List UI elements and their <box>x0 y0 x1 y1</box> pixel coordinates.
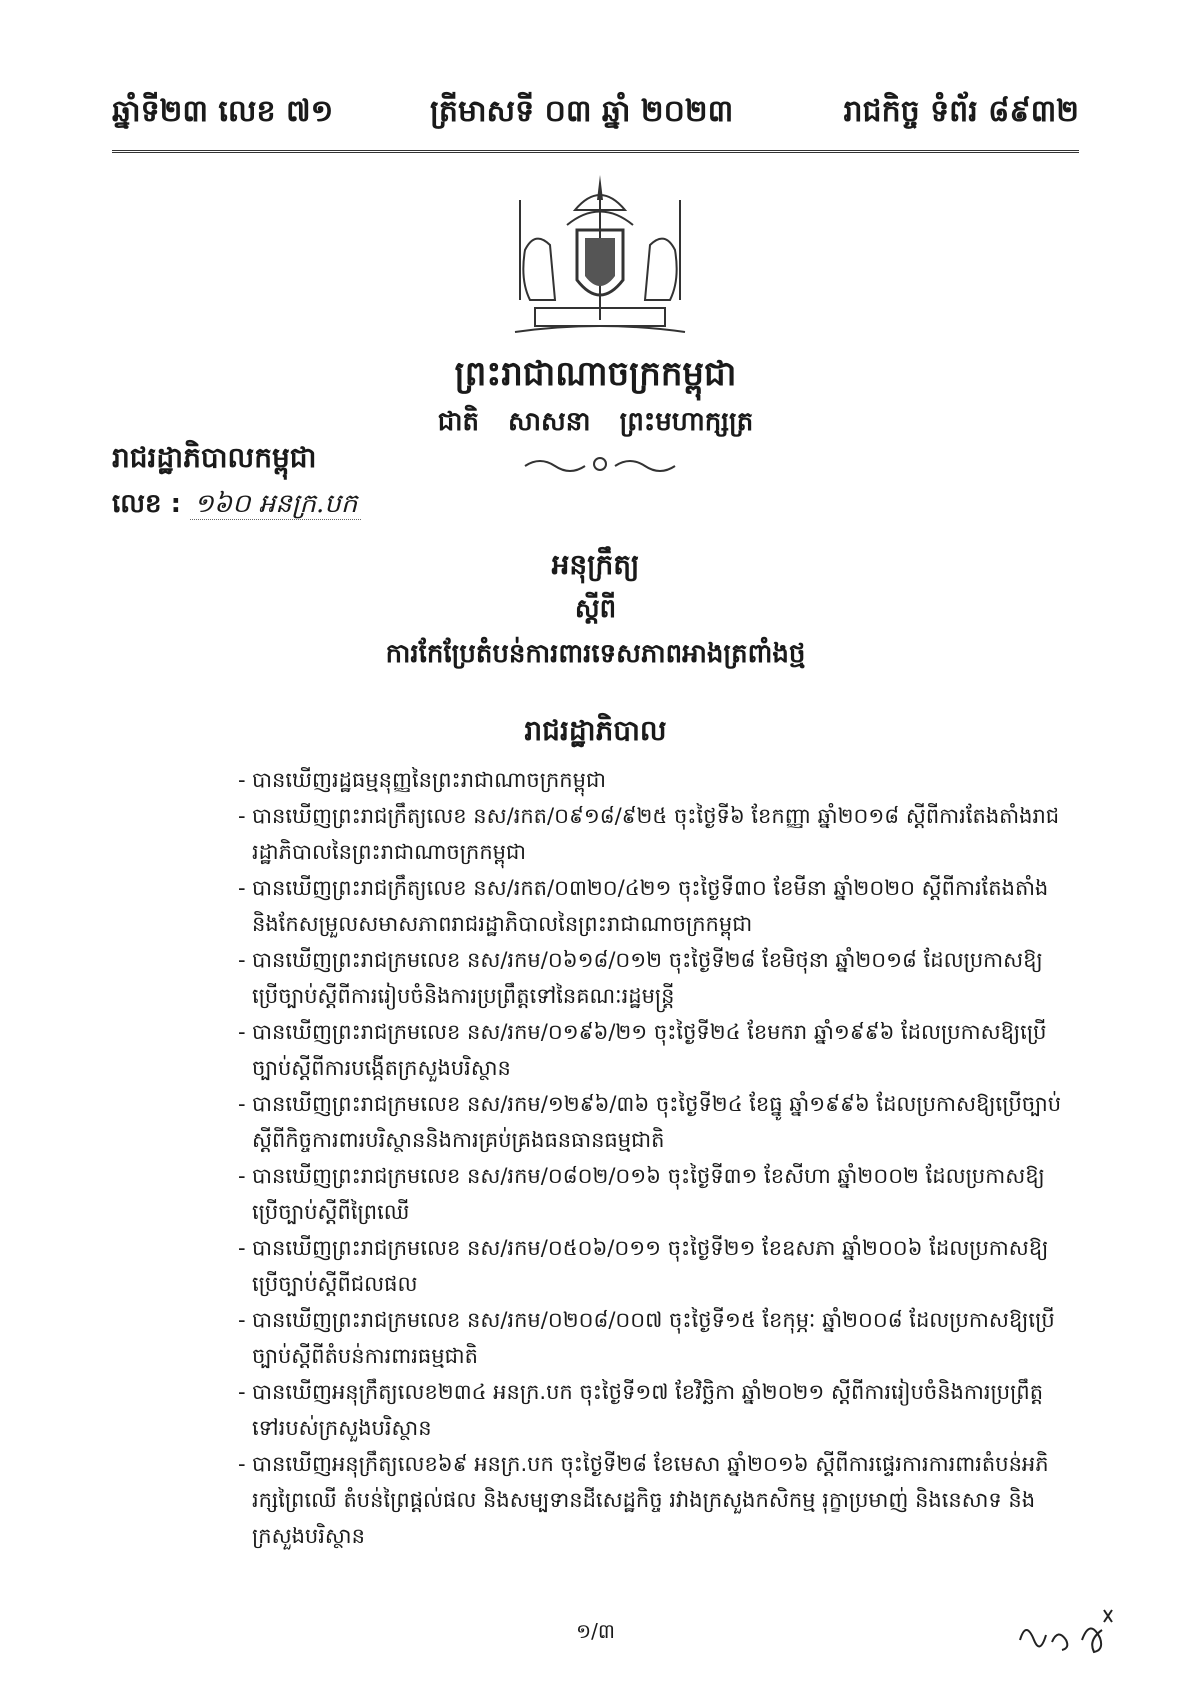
visa-item: - បានឃើញព្រះរាជក្រឹត្យលេខ នស/រកត/០៩១៨/៩២៥ ចុះថ្ងៃទី៦ ខែកញ្ញា ឆ្នាំ២០១៨ ស្តីពីការតែងតាំងរាជរដ្ឋាភិបាលនៃព្រះរាជាណាចក្រកម្ពុជា <box>238 798 1068 870</box>
kingdom-name: ព្រះរាជាណាចក្រកម្ពុជា <box>454 354 737 394</box>
visa-item: - បានឃើញព្រះរាជក្រមលេខ នស/រកម/១២៩៦/៣៦ ចុះថ្ងៃទី២៤ ខែធ្នូ ឆ្នាំ១៩៩៦ ដែលប្រកាសឱ្យប្រើច្បាប់ស្តីពីកិច្ចការពារបរិស្ថាននិងការគ្រប់គ្រងធនធានធម្មជាតិ <box>238 1086 1068 1158</box>
visa-item: - បានឃើញអនុក្រឹត្យលេខ២៣៤ អនក្រ.បក ចុះថ្ងៃទី១៧ ខែវិច្ឆិកា ឆ្នាំ២០២១ ស្តីពីការរៀបចំនិងការប្រព្រឹត្តទៅរបស់ក្រសួងបរិស្ថាន <box>238 1374 1068 1446</box>
decree-number-value: ១៦០ អនក្រ.បក <box>190 489 361 520</box>
decree-number <box>112 487 361 525</box>
document-type: អនុក្រឹត្យ <box>551 548 640 581</box>
visa-item: - បានឃើញព្រះរាជក្រឹត្យលេខ នស/រកត/០៣២០/៤២១ ចុះថ្ងៃទី៣០ ខែមីនា ឆ្នាំ២០២០ ស្តីពីការតែងតាំងនិងកែសម្រួលសមាសភាពរាជរដ្ឋាភិបាលនៃព្រះរាជាណាចក្រកម្ពុជា <box>238 870 1068 942</box>
visa-item: - បានឃើញរដ្ឋធម្មនុញ្ញនៃព្រះរាជាណាចក្រកម្ពុជា <box>238 762 1068 798</box>
visa-item: - បានឃើញព្រះរាជក្រមលេខ នស/រកម/០៥០៦/០១១ ចុះថ្ងៃទី២១ ខែឧសភា ឆ្នាំ២០០៦ ដែលប្រកាសឱ្យប្រើច្បាប់ស្តីពីជលផល <box>238 1230 1068 1302</box>
government-label: រាជរដ្ឋាភិបាលកម្ពុជា <box>112 441 317 474</box>
document-subject: ការកែប្រែតំបន់ការពារទេសភាពអាងត្រពាំងថ្ម <box>385 639 806 669</box>
visa-item: - បានឃើញព្រះរាជក្រមលេខ នស/រកម/០៨០២/០១៦ ចុះថ្ងៃទី៣១ ខែសីហា ឆ្នាំ២០០២ ដែលប្រកាសឱ្យប្រើច្បាប់ស្តីពីព្រៃឈើ <box>238 1158 1068 1230</box>
national-motto: ជាតិ សាសនា ព្រះមហាក្សត្រ <box>437 407 754 437</box>
visa-list <box>238 762 1068 1554</box>
gazette-page-ref: រាជកិច្ច ទំព័រ ៨៩៣២ <box>843 94 1079 129</box>
section-heading: រាជរដ្ឋាភិបាល <box>524 714 667 747</box>
page-number: ១/៣ <box>576 1619 615 1643</box>
gazette-issue: ឆ្នាំទី២៣ លេខ ៧១ <box>112 94 334 129</box>
title-on: ស្តីពី <box>574 594 617 624</box>
decree-number-label: លេខ : <box>112 489 181 519</box>
royal-emblem-icon <box>505 170 695 340</box>
gazette-quarter: ត្រីមាសទី ០៣ ឆ្នាំ ២០២៣ <box>430 94 734 129</box>
visa-item: - បានឃើញព្រះរាជក្រមលេខ នស/រកម/០៦១៨/០១២ ចុះថ្ងៃទី២៨ ខែមិថុនា ឆ្នាំ២០១៨ ដែលប្រកាសឱ្យប្រើច្បាប់ស្តីពីការរៀបចំនិងការប្រព្រឹត្តទៅនៃគណៈរដ្ឋមន្ត្រី <box>238 942 1068 1014</box>
visa-item: - បានឃើញព្រះរាជក្រមលេខ នស/រកម/០២០៨/០០៧ ចុះថ្ងៃទី១៥ ខែកុម្ភៈ ឆ្នាំ២០០៨ ដែលប្រកាសឱ្យប្រើច្បាប់ស្តីពីតំបន់ការពារធម្មជាតិ <box>238 1302 1068 1374</box>
handwritten-initials-icon <box>1012 1600 1122 1660</box>
visa-item: - បានឃើញអនុក្រឹត្យលេខ៦៩ អនក្រ.បក ចុះថ្ងៃទី២៨ ខែមេសា ឆ្នាំ២០១៦ ស្តីពីការផ្ទេរការការពារតំបន់អភិរក្សព្រៃឈើ តំបន់ព្រៃផ្តល់ផល និងសម្បទានដីសេដ្ឋកិច្ច រវាងក្រសួងកសិកម្ម រុក្ខាប្រមាញ់ និងនេសាទ និងក្រសួងបរិស្ថាន <box>238 1446 1068 1554</box>
ornament-divider-icon <box>520 452 680 476</box>
visa-item: - បានឃើញព្រះរាជក្រមលេខ នស/រកម/០១៩៦/២១ ចុះថ្ងៃទី២៤ ខែមករា ឆ្នាំ១៩៩៦ ដែលប្រកាសឱ្យប្រើច្បាប់ស្តីពីការបង្កើតក្រសួងបរិស្ថាន <box>238 1014 1068 1086</box>
header-divider <box>112 150 1079 153</box>
